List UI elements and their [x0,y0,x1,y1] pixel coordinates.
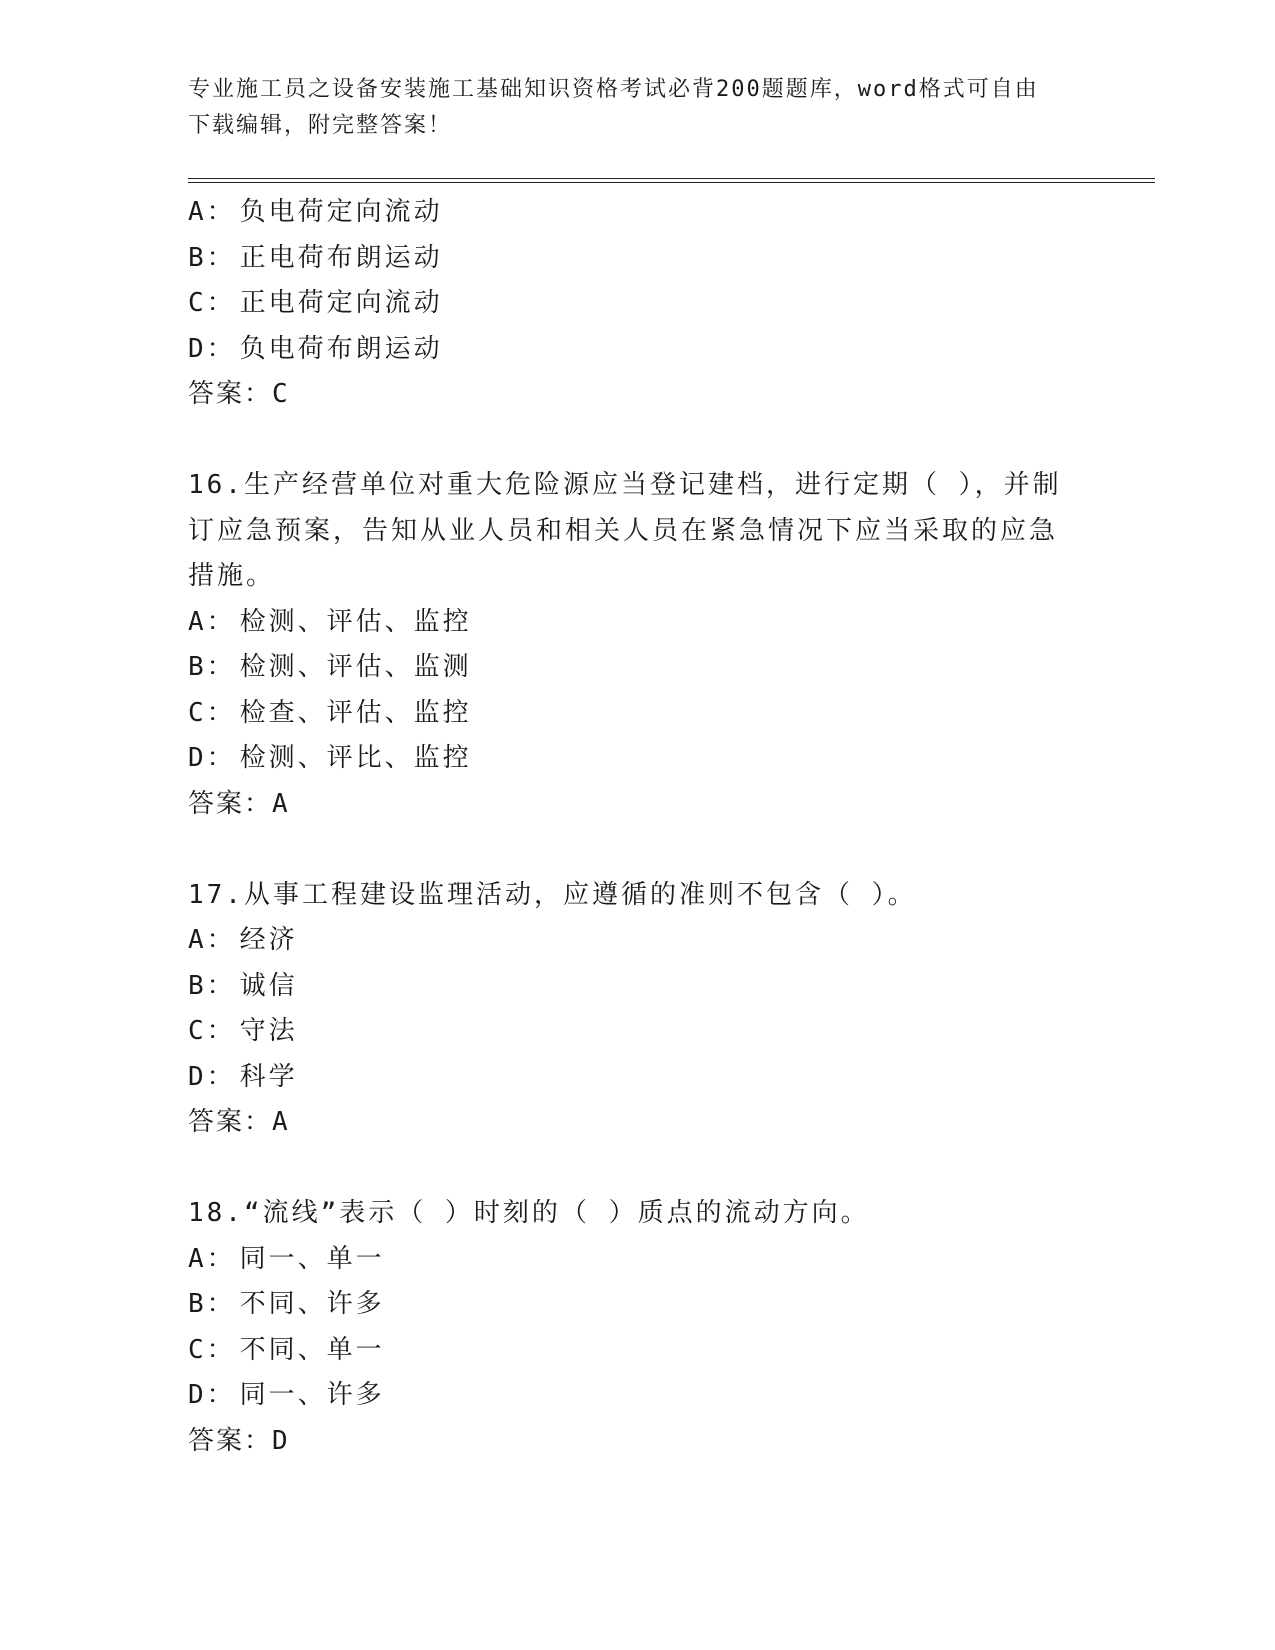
spacer [188,1146,1088,1192]
option-a: A： 同一、单一 [188,1243,385,1274]
header-line-2: 下载编辑，附完整答案！ [188,113,453,138]
question-text-line: 17.从事工程建设监理活动，应遵循的准则不包含（ ）。 [188,879,917,910]
option-a: A： 经济 [188,925,298,955]
option-b: B： 不同、许多 [188,1289,385,1319]
spacer [188,418,1088,464]
question-block-18 [188,1191,1088,1464]
header-divider-top [188,178,1155,179]
option-b: B： 诚信 [188,970,298,1001]
answer-line: 答案：D [188,1425,291,1456]
option-c: C： 守法 [188,1016,298,1046]
option-b: B： 正电荷布朗运动 [188,242,443,273]
answer-line: 答案：A [188,788,291,819]
answer-line: 答案：A [188,1107,291,1137]
option-d: D： 同一、许多 [188,1380,385,1410]
option-a: A： 检测、评估、监控 [188,606,472,637]
option-c: C： 正电荷定向流动 [188,288,443,318]
question-block-prev [188,190,1088,418]
question-text-line: 18.“流线”表示（ ）时刻的（ ）质点的流动方向。 [188,1198,870,1228]
option-c: C： 不同、单一 [188,1334,385,1365]
answer-line: 答案：C [188,379,291,409]
question-block-17 [188,873,1088,1146]
option-b: B： 检测、评估、监测 [188,652,472,682]
question-block-16 [188,463,1088,827]
header-line-1: 专业施工员之设备安装施工基础知识资格考试必背200题题库，word格式可自由 [188,77,1039,102]
question-list [188,190,1088,1464]
option-d: D： 科学 [188,1061,298,1092]
document-header [188,72,1088,144]
option-d: D： 检测、评比、监控 [188,743,472,773]
option-a: A： 负电荷定向流动 [188,197,443,227]
spacer [188,827,1088,873]
question-text-line: 措施。 [188,561,276,591]
option-c: C： 检查、评估、监控 [188,697,472,728]
question-text-line: 16.生产经营单位对重大危险源应当登记建档，进行定期（ ），并制 [188,470,1062,500]
header-divider-bottom [188,182,1155,183]
question-text-line: 订应急预案，告知从业人员和相关人员在紧急情况下应当采取的应急 [188,515,1059,546]
option-d: D： 负电荷布朗运动 [188,333,443,364]
